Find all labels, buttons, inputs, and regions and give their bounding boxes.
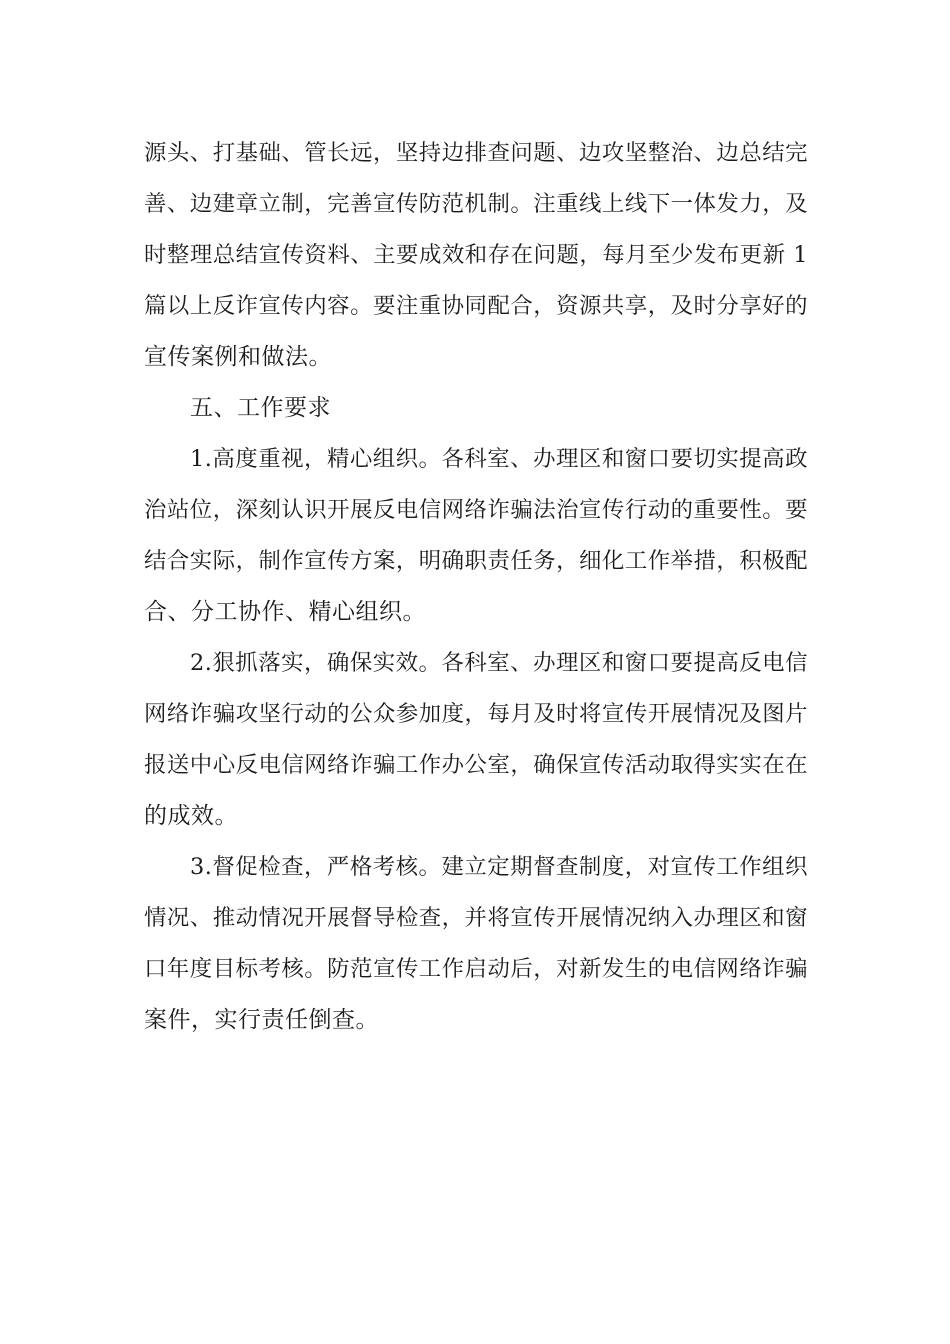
text-line: 宣传案例和做法。 (144, 344, 332, 370)
text-line: 1.高度重视，精心组织。各科室、办理区和窗口要切实提高政 (190, 446, 808, 472)
text-line: 案件，实行责任倒查。 (144, 1007, 379, 1033)
text-line: 善、边建章立制，完善宣传防范机制。注重线上线下一体发力，及 (144, 191, 808, 217)
text-line: 结合实际，制作宣传方案，明确职责任务，细化工作举措，积极配 (144, 548, 808, 574)
text-line: 合、分工协作、精心组织。 (144, 599, 426, 625)
text-line: 情况、推动情况开展督导检查，并将宣传开展情况纳入办理区和窗 (144, 905, 808, 931)
text-line: 治站位，深刻认识开展反电信网络诈骗法治宣传行动的重要性。要 (144, 497, 808, 523)
text-line: 的成效。 (144, 803, 238, 829)
text-line: 报送中心反电信网络诈骗工作办公室，确保宣传活动取得实实在在 (144, 752, 808, 778)
text-line: 口年度目标考核。防范宣传工作启动后，对新发生的电信网络诈骗 (144, 956, 808, 982)
text-line: 2.狠抓落实，确保实效。各科室、办理区和窗口要提高反电信 (190, 650, 808, 676)
document-body (144, 128, 808, 1046)
section-heading: 五、工作要求 (190, 395, 331, 421)
text-line: 篇以上反诈宣传内容。要注重协同配合，资源共享，及时分享好的 (144, 293, 808, 319)
text-line: 网络诈骗攻坚行动的公众参加度，每月及时将宣传开展情况及图片 (144, 701, 808, 727)
text-line: 时整理总结宣传资料、主要成效和存在问题，每月至少发布更新 1 (144, 242, 808, 268)
text-line: 3.督促检查，严格考核。建立定期督查制度，对宣传工作组织 (190, 854, 808, 880)
text-line: 源头、打基础、管长远，坚持边排查问题、边攻坚整治、边总结完 (144, 140, 808, 166)
